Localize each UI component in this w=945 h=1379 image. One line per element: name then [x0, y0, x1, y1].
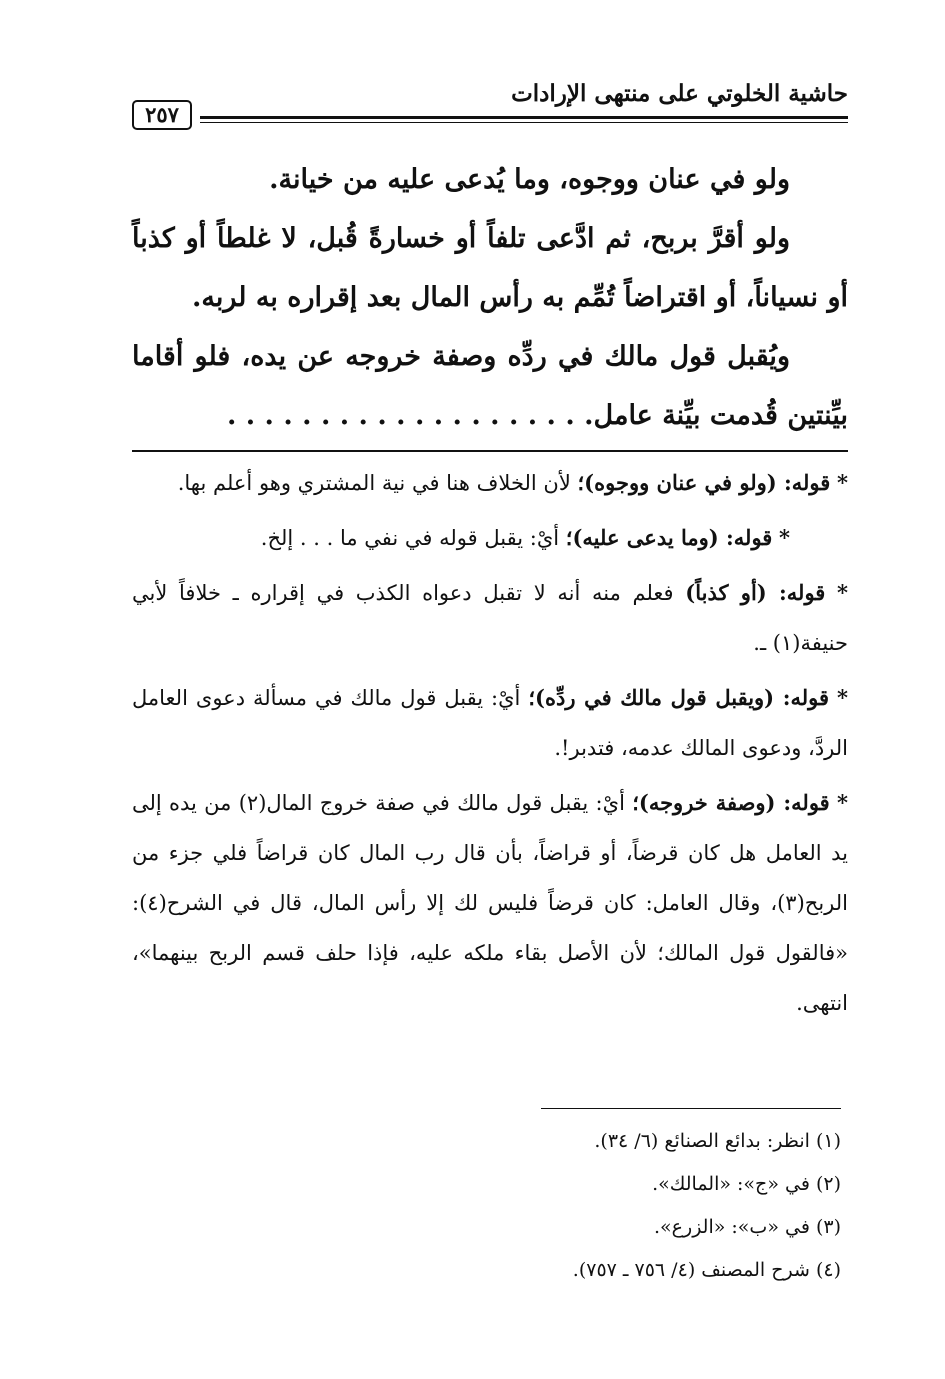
header-rule: [200, 116, 848, 119]
footnote-1: (١) انظر: بدائع الصنائع (٦/ ٣٤).: [594, 1130, 841, 1152]
commentary-lead: قوله: (أو كذباً): [685, 580, 826, 605]
page-header: [132, 78, 848, 127]
star-marker: *: [837, 580, 849, 605]
running-title: حاشية الخلوتي على منتهى الإرادات: [511, 80, 848, 107]
star-marker: *: [837, 685, 848, 710]
commentary-lead: قوله: (وما يدعى عليه)؛: [565, 525, 773, 550]
commentary-lead: قوله: (ولو في عنان ووجوه)؛: [577, 470, 831, 495]
commentary-text: أيْ: يقبل قول مالك في مسألة دعوى العامل الردَّ، ودعوى المالك عدمه، فتدبر!.: [132, 686, 848, 760]
commentary-lead: قوله: (وصفة خروجه)؛: [632, 790, 830, 815]
matn-paragraph-1: ولو في عنان ووجوه، وما يُدعى عليه من خيانة.: [269, 164, 790, 195]
footnote-4: (٤) شرح المصنف (٤/ ٧٥٦ ـ ٧٥٧).: [572, 1259, 841, 1281]
commentary-paragraph-5: [132, 778, 848, 1028]
commentary-paragraph-1: [132, 458, 848, 508]
star-marker: *: [837, 470, 848, 495]
footnote-divider: [541, 1108, 841, 1109]
footnote-2: (٢) في «ج»: «المالك».: [652, 1173, 841, 1195]
main-text: [132, 150, 848, 445]
commentary-text: فعلم منه أنه لا تقبل دعواه الكذب في إقراره ـ خلافاً لأبي حنيفة(١) ـ.: [132, 581, 848, 655]
star-marker: *: [779, 525, 790, 550]
commentary-text: أيْ: يقبل قول مالك في صفة خروج المال(٢) من يده إلى يد العامل هل كان قرضاً، أو قراضاً، بأن قال رب المال كان قراضاً فلي جزء من الربح(٣)، وقال العامل: كان قرضاً فليس لك إلا رأس المال، قال في الشرح(٤): «فالقول قول المالك؛ لأن الأصل بقاء ملكه عليه، فإذا حلف قسم الربح بينهما»، انتهى.: [132, 791, 848, 1015]
commentary-lead: قوله: (ويقبل قول مالك في ردِّه)؛: [528, 685, 830, 710]
commentary-paragraph-3: [132, 568, 848, 668]
header-rule-thin: [200, 122, 848, 123]
main-text-divider: [132, 450, 848, 452]
page-number: ٢٥٧: [132, 100, 192, 130]
commentary-paragraph-4: [132, 673, 848, 773]
commentary-text: لأن الخلاف هنا في نية المشتري وهو أعلم بها.: [177, 471, 571, 495]
commentary-paragraph-2: [132, 513, 848, 563]
commentary: [132, 458, 848, 1033]
footnotes: [221, 1120, 841, 1292]
matn-paragraph-2: ولو أقرَّ بربح، ثم ادَّعى تلفاً أو خسارةً قُبل، لا غلطاً أو كذباً أو نسياناً، أو اقتراضاً تُمِّم به رأس المال بعد إقراره به لربه.: [132, 223, 848, 313]
matn-paragraph-3: ويُقبل قول مالك في ردِّه وصفة خروجه عن يده، فلو أقاما بيِّنتين قُدمت بيِّنة عامل. . . . . . . . . . . . . . . . . . . .: [132, 341, 848, 431]
star-marker: *: [837, 790, 848, 815]
footnote-3: (٣) في «ب»: «الزرع».: [654, 1216, 841, 1238]
commentary-text: أيْ: يقبل قوله في نفي ما . . . إلخ.: [260, 526, 560, 550]
